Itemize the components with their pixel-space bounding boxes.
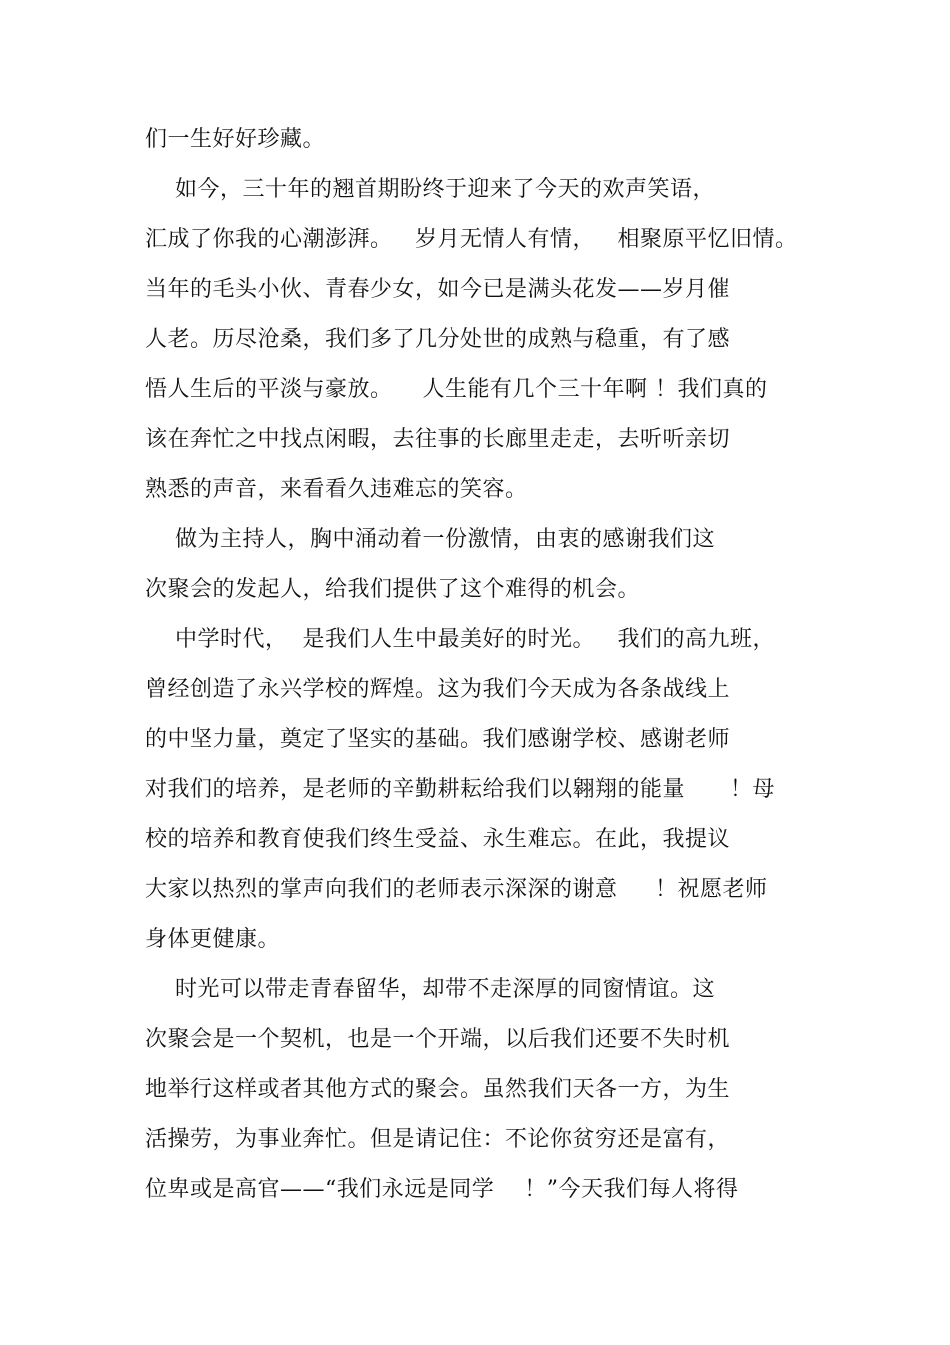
text-line: 大家以热烈的掌声向我们的老师表示深深的谢意 ！祝愿老师: [145, 877, 768, 902]
text-line: 汇成了你我的心潮澎湃。 岁月无情人有情， 相聚原平忆旧情。: [145, 227, 798, 252]
text-line: 熟悉的声音，来看看久违难忘的笑容。: [145, 477, 528, 502]
text-line: 的中坚力量，奠定了坚实的基础。我们感谢学校、感谢老师: [145, 727, 731, 752]
text-line: 对我们的培养，是老师的辛勤耕耘给我们以翱翔的能量 ！母: [145, 777, 775, 802]
text-line: 位卑或是高官——“我们永远是同学 ！”今天我们每人将得: [145, 1177, 739, 1202]
text-line: 地举行这样或者其他方式的聚会。虽然我们天各一方，为生: [145, 1077, 731, 1102]
text-line: 次聚会的发起人，给我们提供了这个难得的机会。: [145, 577, 641, 602]
text-line: 曾经创造了永兴学校的辉煌。这为我们今天成为各条战线上: [145, 677, 731, 702]
text-line: 做为主持人，胸中涌动着一份激情，由衷的感谢我们这: [145, 527, 715, 552]
text-line: 时光可以带走青春留华，却带不走深厚的同窗情谊。这: [145, 977, 715, 1002]
text-line: 悟人生后的平淡与豪放。 人生能有几个三十年啊 ！我们真的: [145, 377, 768, 402]
text-line: 活操劳，为事业奔忙。但是请记住：不论你贫穷还是富有，: [145, 1127, 731, 1152]
text-line: 当年的毛头小伙、青春少女，如今已是满头花发——岁月催: [145, 277, 731, 302]
text-line: 中学时代， 是我们人生中最美好的时光。 我们的高九班，: [145, 627, 775, 652]
text-line: 人老。历尽沧桑，我们多了几分处世的成熟与稳重，有了感: [145, 327, 731, 352]
text-line: 如今，三十年的翘首期盼终于迎来了今天的欢声笑语，: [145, 177, 715, 202]
text-line: 身体更健康。: [145, 927, 281, 952]
text-line: 校的培养和教育使我们终生受益、永生难忘。在此，我提议: [145, 827, 731, 852]
text-line: 该在奔忙之中找点闲暇，去往事的长廊里走走，去听听亲切: [145, 427, 731, 452]
text-line: 次聚会是一个契机，也是一个开端，以后我们还要不失时机: [145, 1027, 731, 1052]
text-line: 们一生好好珍藏。: [145, 127, 326, 152]
